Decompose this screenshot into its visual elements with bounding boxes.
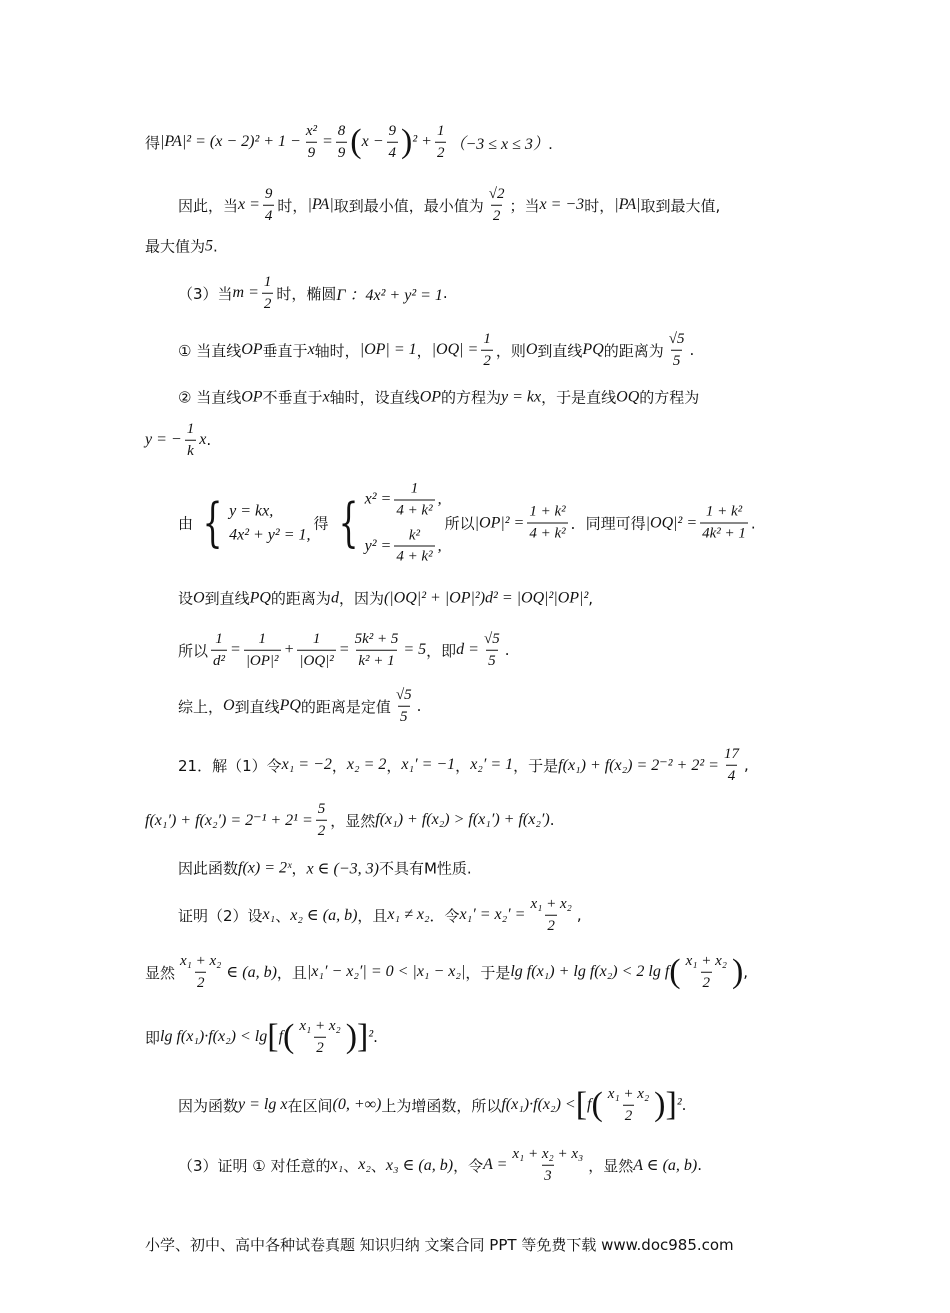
fraction bbox=[481, 330, 493, 371]
math-expr: OQ bbox=[616, 388, 640, 405]
text: 、 bbox=[343, 1156, 359, 1175]
fraction bbox=[394, 686, 414, 727]
bracket: [ bbox=[267, 1018, 279, 1055]
math-expr: lg f(x₁)·f(x₂) < lg bbox=[160, 1028, 268, 1045]
math-expr: m = bbox=[232, 284, 259, 301]
text: . bbox=[206, 431, 212, 449]
text-line bbox=[178, 588, 593, 609]
text: . bbox=[549, 811, 555, 829]
footer-watermark: 小学、初中、高中各种试卷真题 知识归纳 文案合同 PPT 等免费下载 www.doc985.com bbox=[145, 1236, 734, 1254]
numerator: √2 bbox=[488, 185, 505, 202]
text: ．令 bbox=[429, 906, 460, 925]
denominator: 2 bbox=[491, 205, 503, 226]
denominator: 4 + k² bbox=[527, 523, 567, 544]
math-expr: O bbox=[193, 589, 205, 606]
fraction bbox=[487, 185, 507, 226]
fraction bbox=[700, 503, 748, 544]
numerator: x₁ + x₂ bbox=[180, 952, 222, 969]
fraction bbox=[722, 745, 741, 786]
text: 到直线 bbox=[234, 697, 280, 716]
numerator: 1 + k² bbox=[529, 503, 566, 520]
numerator: x₁ + x₂ bbox=[299, 1017, 341, 1034]
denominator: 2 bbox=[195, 972, 207, 993]
denominator: 4 bbox=[263, 205, 275, 226]
math-expr: = bbox=[230, 641, 241, 658]
bracket: ) bbox=[345, 1018, 358, 1055]
text: . bbox=[697, 1156, 703, 1174]
bracket: ( bbox=[283, 1018, 295, 1055]
denominator: 5 bbox=[671, 350, 683, 371]
text-line bbox=[145, 1017, 378, 1058]
denominator: 4k² + 1 bbox=[700, 523, 748, 544]
math-expr: （−3 ≤ x ≤ 3）. bbox=[449, 135, 553, 153]
numerator: 1 bbox=[483, 330, 491, 347]
denominator: |OQ|² bbox=[297, 650, 335, 671]
math-expr: f(x₁)·f(x₂) < bbox=[501, 1096, 576, 1113]
math-expr: OP bbox=[241, 388, 263, 405]
text: （3）证明 ① 对任意的 bbox=[178, 1156, 331, 1175]
text-line bbox=[178, 330, 694, 371]
math-expr: (0, +∞) bbox=[332, 1096, 382, 1113]
numerator: √5 bbox=[395, 686, 412, 703]
fraction bbox=[297, 630, 335, 671]
system-row bbox=[365, 526, 442, 567]
brace: { bbox=[338, 493, 358, 553]
fraction bbox=[185, 420, 197, 461]
text: . bbox=[681, 1096, 687, 1114]
math-expr: |PA| bbox=[614, 196, 641, 213]
text: ，因为 bbox=[338, 589, 384, 608]
bracket: ] bbox=[665, 1086, 677, 1123]
math-expr: x₁ bbox=[330, 1156, 344, 1173]
text: 4x² + y² = 1, bbox=[229, 526, 311, 543]
text: 取到最小值，最小值为 bbox=[333, 196, 484, 215]
math-expr: f bbox=[278, 1028, 284, 1045]
numerator: x² bbox=[305, 122, 317, 139]
text: , bbox=[437, 537, 442, 555]
fraction bbox=[684, 952, 729, 993]
text: 时， bbox=[584, 196, 615, 215]
text: 即 bbox=[145, 1028, 161, 1047]
math-expr: OP bbox=[241, 341, 263, 358]
text: 到直线 bbox=[537, 341, 583, 360]
text-line bbox=[178, 1085, 686, 1126]
bracket: ] bbox=[357, 1018, 369, 1055]
system-row bbox=[229, 502, 310, 520]
text: 所以 bbox=[444, 514, 475, 533]
system-row bbox=[365, 480, 442, 521]
text-line bbox=[145, 420, 211, 461]
text: 垂直于 bbox=[262, 341, 308, 360]
numerator: 9 bbox=[264, 185, 273, 202]
system-rows bbox=[229, 502, 310, 544]
denominator: 2 bbox=[701, 972, 713, 993]
numerator: 8 bbox=[337, 122, 346, 139]
numerator: √5 bbox=[483, 630, 500, 647]
text: 到直线 bbox=[204, 589, 250, 608]
text: 得 bbox=[145, 133, 161, 152]
numerator: 9 bbox=[388, 122, 397, 139]
denominator: 4 + k² bbox=[394, 499, 434, 520]
text: 证明（2）设 bbox=[178, 906, 263, 925]
math-expr: x₁ ≠ x₂ bbox=[387, 906, 430, 923]
denominator: 5 bbox=[486, 650, 498, 671]
text: ；当 bbox=[509, 196, 540, 215]
math-expr: |x₁′ − x₂′| = 0 < |x₁ − x₂| bbox=[306, 963, 466, 980]
text: 的距离是定值 bbox=[300, 697, 391, 716]
equation-system bbox=[196, 493, 311, 553]
fraction bbox=[304, 122, 319, 163]
fraction bbox=[435, 122, 447, 163]
fraction bbox=[482, 630, 502, 671]
numerator: 1 bbox=[410, 480, 419, 497]
text: ，即 bbox=[426, 641, 457, 660]
fraction bbox=[178, 952, 223, 993]
fraction bbox=[262, 273, 274, 314]
math-expr: = 5 bbox=[403, 641, 427, 658]
math-expr: ² bbox=[368, 1028, 374, 1045]
text: . bbox=[213, 237, 218, 255]
denominator: d² bbox=[211, 650, 227, 671]
denominator: 2 bbox=[435, 142, 447, 163]
denominator: 9 bbox=[336, 142, 348, 163]
bracket: ( bbox=[350, 123, 362, 160]
text: ， bbox=[455, 756, 471, 775]
text: ， bbox=[331, 756, 347, 775]
text: ，且 bbox=[357, 906, 388, 925]
fraction bbox=[336, 122, 348, 163]
system-rows bbox=[365, 480, 442, 567]
text-line bbox=[178, 745, 749, 786]
math-expr: PQ bbox=[279, 697, 301, 714]
system-row bbox=[229, 526, 310, 544]
bracket: ) bbox=[654, 1086, 666, 1123]
text: . bbox=[442, 284, 448, 302]
denominator: 2 bbox=[262, 293, 274, 314]
text: 综上， bbox=[178, 697, 224, 716]
denominator: 9 bbox=[306, 142, 318, 163]
numerator: 1 bbox=[436, 122, 445, 139]
text: 因此，当 bbox=[178, 196, 239, 215]
text-line bbox=[145, 800, 555, 841]
math-expr: d = bbox=[456, 641, 479, 658]
math-expr: ∈ (a, b) bbox=[226, 964, 277, 981]
text: 轴时， bbox=[314, 341, 360, 360]
text-line bbox=[178, 630, 509, 671]
denominator: 4 bbox=[726, 765, 738, 786]
math-expr: A = bbox=[483, 1156, 508, 1173]
math-expr: f bbox=[587, 1096, 592, 1113]
math-expr: PQ bbox=[582, 341, 604, 358]
text: ，于是 bbox=[513, 756, 559, 775]
text: 得 bbox=[313, 514, 329, 533]
text: ，令 bbox=[453, 1156, 484, 1175]
math-expr: |OQ|² = bbox=[645, 514, 698, 531]
text-line bbox=[178, 895, 582, 936]
math-expr: = bbox=[338, 641, 350, 658]
math-expr: x₂ = 2 bbox=[346, 756, 387, 773]
math-expr: f(x₁) + f(x₂) = 2⁻² + 2² = bbox=[558, 757, 719, 774]
text: 、 bbox=[275, 906, 291, 925]
math-expr: |PA| bbox=[307, 196, 334, 213]
text: ，于是 bbox=[465, 963, 511, 982]
math-expr: Γ ：4x² + y² = 1 bbox=[336, 286, 443, 304]
text: , bbox=[437, 490, 442, 508]
math-expr: + bbox=[283, 641, 295, 658]
numerator: 1 bbox=[263, 273, 272, 290]
text: 显然 bbox=[145, 963, 176, 982]
math-expr: x bbox=[307, 341, 315, 358]
text-line bbox=[178, 185, 720, 226]
numerator: 1 bbox=[312, 630, 321, 647]
fraction bbox=[394, 526, 434, 567]
math-expr: x₁′ = −1 bbox=[401, 756, 456, 773]
text: 因此函数 bbox=[178, 859, 239, 878]
text: 所以 bbox=[178, 641, 209, 660]
text: ，显然 bbox=[588, 1156, 634, 1175]
text-line bbox=[145, 236, 218, 257]
bracket: ) bbox=[731, 953, 744, 990]
denominator: 2 bbox=[481, 350, 493, 371]
math-expr: d bbox=[330, 589, 339, 606]
numerator: x₁ + x₂ bbox=[685, 952, 727, 969]
text: 的距离为 bbox=[603, 341, 664, 360]
numerator: 5k² + 5 bbox=[354, 630, 399, 647]
text: ，且 bbox=[276, 963, 307, 982]
bracket: ( bbox=[669, 953, 681, 990]
text: 在区间 bbox=[287, 1096, 333, 1115]
math-expr: ² bbox=[676, 1096, 682, 1113]
denominator: 3 bbox=[542, 1165, 554, 1186]
math-expr: x = bbox=[238, 196, 260, 213]
math-expr: x − bbox=[361, 133, 384, 150]
math-expr: = bbox=[322, 133, 333, 150]
fraction bbox=[353, 630, 401, 671]
math-expr: A ∈ (a, b) bbox=[633, 1157, 698, 1174]
denominator: k² + 1 bbox=[356, 650, 396, 671]
text: , bbox=[588, 589, 594, 607]
numerator: 17 bbox=[723, 745, 739, 762]
math-expr: PQ bbox=[249, 589, 271, 606]
text: , bbox=[743, 963, 749, 981]
text: 取到最大值, bbox=[640, 196, 721, 215]
text-line bbox=[178, 387, 699, 408]
bracket: ( bbox=[591, 1086, 603, 1123]
text: ．同理可得 bbox=[570, 514, 646, 533]
text: . bbox=[689, 341, 695, 359]
text: y = kx, bbox=[229, 502, 274, 519]
text: （3）当 bbox=[178, 284, 233, 303]
text: , bbox=[743, 756, 749, 774]
text: x² = bbox=[364, 490, 392, 508]
fraction bbox=[527, 503, 567, 544]
fraction bbox=[297, 1017, 342, 1058]
text: ，于是直线 bbox=[541, 388, 617, 407]
text: 的距离为 bbox=[270, 589, 331, 608]
text: . bbox=[373, 1028, 378, 1046]
math-expr: f(x₁) + f(x₂) > f(x₁′) + f(x₂′) bbox=[375, 811, 550, 828]
math-expr: x₂′ = 1 bbox=[470, 756, 514, 773]
math-expr: y = lg x bbox=[238, 1096, 288, 1113]
text: 的方程为 bbox=[441, 388, 502, 407]
text: . bbox=[504, 641, 510, 659]
math-expr: 5 bbox=[205, 237, 214, 254]
text: , bbox=[576, 906, 582, 924]
math-expr: x bbox=[199, 431, 207, 448]
text: ② 当直线 bbox=[178, 388, 242, 407]
math-expr: y = − bbox=[145, 431, 182, 448]
brace: { bbox=[202, 493, 223, 553]
numerator: 1 bbox=[215, 630, 223, 647]
fraction bbox=[510, 1145, 585, 1186]
text: 21．解（1）令 bbox=[178, 756, 282, 775]
math-expr: |OQ| = bbox=[431, 341, 479, 358]
text: 、 bbox=[370, 1156, 386, 1175]
math-expr: x₁ bbox=[262, 906, 276, 923]
text: ， bbox=[386, 756, 402, 775]
math-expr: f(x₁′) + f(x₂′) = 2⁻¹ + 2¹ = bbox=[145, 812, 313, 829]
math-expr: OP bbox=[419, 388, 442, 405]
math-expr: f(x) = 2ˣ bbox=[238, 859, 292, 876]
text: . bbox=[416, 697, 422, 715]
text-line bbox=[145, 122, 553, 163]
math-expr: x ∈ (−3, 3) bbox=[306, 860, 379, 877]
math-expr: O bbox=[223, 697, 235, 714]
denominator: 4 bbox=[387, 142, 399, 163]
numerator: x₁ + x₂ + x₃ bbox=[512, 1145, 584, 1162]
text-line bbox=[178, 273, 448, 314]
math-expr: |OP| = 1 bbox=[359, 341, 417, 358]
denominator: 2 bbox=[316, 820, 328, 841]
text: 上为增函数，所以 bbox=[381, 1096, 502, 1115]
numerator: k² bbox=[408, 527, 421, 543]
numerator: √5 bbox=[668, 330, 685, 347]
denominator: 2 bbox=[623, 1105, 635, 1126]
denominator: |OP|² bbox=[244, 650, 281, 671]
text: 因为函数 bbox=[178, 1096, 239, 1115]
text: 时，椭圆 bbox=[276, 284, 337, 303]
text-line bbox=[178, 480, 756, 567]
math-expr: O bbox=[525, 341, 538, 358]
text-line bbox=[178, 858, 472, 879]
math-expr: x₂ ∈ (a, b) bbox=[290, 907, 358, 924]
fraction bbox=[387, 122, 399, 163]
text: ， bbox=[416, 341, 432, 360]
numerator: 1 + k² bbox=[705, 503, 743, 520]
numerator: x₁ + x₂ bbox=[607, 1085, 650, 1102]
math-expr: x₂ bbox=[358, 1156, 371, 1173]
equation-system bbox=[332, 480, 442, 567]
text-line bbox=[178, 1145, 702, 1186]
math-expr: (|OQ|² + |OP|²)d² = |OQ|²|OP|² bbox=[383, 589, 589, 606]
text: 最大值为 bbox=[145, 237, 206, 256]
math-expr: x₁′ = x₂′ = bbox=[459, 906, 526, 923]
bracket: [ bbox=[575, 1086, 588, 1123]
text: ，显然 bbox=[330, 811, 376, 830]
fraction bbox=[316, 800, 328, 841]
text: 轴时，设直线 bbox=[329, 388, 420, 407]
math-expr: x bbox=[322, 388, 330, 405]
denominator: k bbox=[185, 440, 196, 461]
math-expr: lg f(x₁) + lg f(x₂) < 2 lg f bbox=[510, 963, 670, 980]
fraction bbox=[394, 480, 434, 521]
text: . bbox=[750, 514, 756, 532]
text: ，则 bbox=[495, 341, 526, 360]
numerator: 5 bbox=[317, 800, 326, 817]
math-expr: x = −3 bbox=[539, 196, 585, 213]
denominator: 2 bbox=[314, 1037, 326, 1058]
fraction bbox=[211, 630, 227, 671]
math-expr: x₃ ∈ (a, b) bbox=[385, 1157, 454, 1174]
text: 设 bbox=[178, 589, 194, 608]
text-line bbox=[145, 952, 748, 993]
denominator: 5 bbox=[398, 706, 410, 727]
text: 时， bbox=[277, 196, 308, 215]
text: ① 当直线 bbox=[178, 341, 242, 360]
fraction bbox=[528, 895, 573, 936]
math-expr: ² + bbox=[412, 133, 432, 150]
fraction bbox=[244, 630, 281, 671]
math-expr: |PA|² = (x − 2)² + 1 − bbox=[160, 133, 301, 150]
math-expr: y = kx bbox=[501, 388, 542, 405]
numerator: x₁ + x₂ bbox=[530, 895, 572, 912]
text: 的方程为 bbox=[639, 388, 700, 407]
denominator: 2 bbox=[545, 915, 557, 936]
numerator: 1 bbox=[186, 420, 195, 437]
text-line bbox=[178, 686, 421, 727]
text: 不具有M性质. bbox=[378, 859, 472, 878]
text: 不垂直于 bbox=[262, 388, 323, 407]
math-expr: |OP|² = bbox=[474, 514, 525, 531]
math-expr: x₁ = −2 bbox=[281, 756, 332, 773]
numerator: 1 bbox=[258, 630, 266, 647]
bracket: ) bbox=[401, 123, 413, 160]
fraction bbox=[606, 1085, 651, 1126]
text: ， bbox=[291, 859, 307, 878]
fraction bbox=[667, 330, 687, 371]
text: 由 bbox=[178, 514, 194, 533]
denominator: 4 + k² bbox=[394, 546, 434, 567]
fraction bbox=[263, 185, 275, 226]
text: y² = bbox=[364, 537, 392, 555]
